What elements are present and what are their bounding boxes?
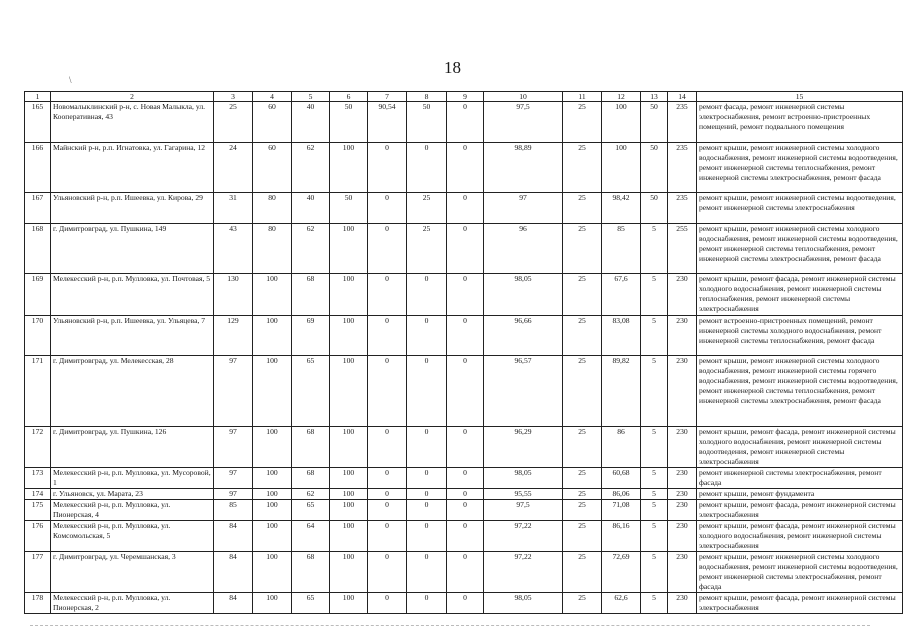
value-cell-5: 65 xyxy=(292,356,330,427)
value-cell-8: 0 xyxy=(407,356,447,427)
value-cell-6: 100 xyxy=(330,552,368,593)
value-cell-7: 0 xyxy=(368,143,407,193)
value-cell-7: 0 xyxy=(368,552,407,593)
value-cell-4: 100 xyxy=(253,356,292,427)
value-cell-3: 97 xyxy=(214,489,253,500)
value-cell-12: 72,69 xyxy=(602,552,641,593)
value-cell-8: 0 xyxy=(407,521,447,552)
row-number-cell: 170 xyxy=(25,316,51,356)
page-number: 18 xyxy=(444,58,461,77)
value-cell-6: 50 xyxy=(330,193,368,224)
value-cell-13: 50 xyxy=(641,143,668,193)
value-cell-10: 98,05 xyxy=(484,274,563,316)
value-cell-3: 25 xyxy=(214,102,253,143)
work-types-cell: ремонт крыши, ремонт инженерной системы холодного водоснабжения, ремонт инженерной системы водоотведения, ремонт инженерной системы теплоснабжения, ремонт инженерной системы электроснабжения, ремонт фасада xyxy=(697,224,903,274)
value-cell-12: 86 xyxy=(602,427,641,468)
value-cell-7: 0 xyxy=(368,468,407,489)
work-types-cell: ремонт фасада, ремонт инженерной системы электроснабжения, ремонт встроенно-пристроенных помещений, ремонт подвального помещения xyxy=(697,102,903,143)
value-cell-10: 96,29 xyxy=(484,427,563,468)
work-types-cell: ремонт крыши, ремонт инженерной системы холодного водоснабжения, ремонт инженерной системы горячего водоснабжения, ремонт инженерной системы водоотведения, ремонт инженерной системы теплоснабжения, ремонт инженерной системы электроснабжения, ремонт фасада xyxy=(697,356,903,427)
value-cell-11: 25 xyxy=(563,552,602,593)
column-header-2: 2 xyxy=(51,92,214,102)
value-cell-11: 25 xyxy=(563,500,602,521)
value-cell-6: 100 xyxy=(330,427,368,468)
value-cell-5: 65 xyxy=(292,593,330,614)
value-cell-9: 0 xyxy=(447,489,484,500)
value-cell-10: 96 xyxy=(484,224,563,274)
value-cell-14: 230 xyxy=(668,500,697,521)
value-cell-5: 69 xyxy=(292,316,330,356)
work-types-cell: ремонт встроенно-пристроенных помещений, ремонт инженерной системы холодного водоснабжения, ремонт инженерной системы теплоснабжения, ремонт фасада xyxy=(697,316,903,356)
value-cell-6: 100 xyxy=(330,356,368,427)
column-header-5: 5 xyxy=(292,92,330,102)
value-cell-14: 255 xyxy=(668,224,697,274)
row-number-cell: 165 xyxy=(25,102,51,143)
column-header-6: 6 xyxy=(330,92,368,102)
column-header-13: 13 xyxy=(641,92,668,102)
value-cell-14: 230 xyxy=(668,274,697,316)
value-cell-4: 100 xyxy=(253,500,292,521)
value-cell-6: 100 xyxy=(330,274,368,316)
column-header-11: 11 xyxy=(563,92,602,102)
value-cell-13: 50 xyxy=(641,102,668,143)
value-cell-7: 0 xyxy=(368,193,407,224)
value-cell-5: 64 xyxy=(292,521,330,552)
value-cell-4: 100 xyxy=(253,521,292,552)
value-cell-7: 90,54 xyxy=(368,102,407,143)
value-cell-4: 80 xyxy=(253,193,292,224)
row-number-cell: 174 xyxy=(25,489,51,500)
header-row xyxy=(25,92,903,102)
table-row xyxy=(25,552,903,593)
value-cell-13: 50 xyxy=(641,193,668,224)
value-cell-4: 100 xyxy=(253,489,292,500)
row-number-cell: 169 xyxy=(25,274,51,316)
table-row xyxy=(25,500,903,521)
value-cell-11: 25 xyxy=(563,356,602,427)
table-row xyxy=(25,102,903,143)
scan-mark: \ xyxy=(69,75,72,85)
value-cell-11: 25 xyxy=(563,593,602,614)
table-row xyxy=(25,489,903,500)
scan-edge-line xyxy=(30,625,870,626)
value-cell-9: 0 xyxy=(447,102,484,143)
value-cell-11: 25 xyxy=(563,224,602,274)
value-cell-6: 100 xyxy=(330,500,368,521)
value-cell-8: 0 xyxy=(407,316,447,356)
value-cell-10: 97,5 xyxy=(484,500,563,521)
value-cell-9: 0 xyxy=(447,316,484,356)
value-cell-13: 5 xyxy=(641,468,668,489)
value-cell-5: 68 xyxy=(292,468,330,489)
value-cell-7: 0 xyxy=(368,427,407,468)
table-body xyxy=(25,102,903,614)
column-header-3: 3 xyxy=(214,92,253,102)
value-cell-9: 0 xyxy=(447,224,484,274)
address-cell: Ульяновский р-н, р.п. Ишеевка, ул. Кирова, 29 xyxy=(51,193,214,224)
value-cell-11: 25 xyxy=(563,274,602,316)
value-cell-3: 130 xyxy=(214,274,253,316)
column-header-12: 12 xyxy=(602,92,641,102)
value-cell-10: 96,57 xyxy=(484,356,563,427)
row-number-cell: 178 xyxy=(25,593,51,614)
value-cell-3: 24 xyxy=(214,143,253,193)
value-cell-5: 65 xyxy=(292,500,330,521)
value-cell-7: 0 xyxy=(368,316,407,356)
value-cell-12: 67,6 xyxy=(602,274,641,316)
value-cell-7: 0 xyxy=(368,224,407,274)
value-cell-9: 0 xyxy=(447,356,484,427)
value-cell-12: 85 xyxy=(602,224,641,274)
value-cell-4: 100 xyxy=(253,552,292,593)
value-cell-6: 100 xyxy=(330,468,368,489)
table-row xyxy=(25,274,903,316)
value-cell-10: 97,5 xyxy=(484,102,563,143)
value-cell-8: 0 xyxy=(407,143,447,193)
value-cell-13: 5 xyxy=(641,552,668,593)
value-cell-3: 85 xyxy=(214,500,253,521)
value-cell-5: 68 xyxy=(292,274,330,316)
value-cell-5: 68 xyxy=(292,427,330,468)
column-header-14: 14 xyxy=(668,92,697,102)
value-cell-7: 0 xyxy=(368,356,407,427)
value-cell-10: 97,22 xyxy=(484,521,563,552)
value-cell-8: 0 xyxy=(407,274,447,316)
value-cell-3: 97 xyxy=(214,356,253,427)
value-cell-14: 235 xyxy=(668,143,697,193)
address-cell: Ульяновский р-н, р.п. Ишеевка, ул. Ульяцева, 7 xyxy=(51,316,214,356)
value-cell-12: 100 xyxy=(602,102,641,143)
table-row xyxy=(25,316,903,356)
value-cell-14: 235 xyxy=(668,102,697,143)
column-header-10: 10 xyxy=(484,92,563,102)
value-cell-8: 25 xyxy=(407,193,447,224)
value-cell-10: 98,05 xyxy=(484,468,563,489)
row-number-cell: 171 xyxy=(25,356,51,427)
value-cell-8: 0 xyxy=(407,468,447,489)
value-cell-9: 0 xyxy=(447,468,484,489)
value-cell-12: 62,6 xyxy=(602,593,641,614)
value-cell-3: 97 xyxy=(214,468,253,489)
value-cell-12: 60,68 xyxy=(602,468,641,489)
value-cell-12: 86,06 xyxy=(602,489,641,500)
value-cell-14: 230 xyxy=(668,489,697,500)
address-cell: Мелекесский р-н, р.п. Мулловка, ул. Мусоровой, 1 xyxy=(51,468,214,489)
row-number-cell: 173 xyxy=(25,468,51,489)
value-cell-13: 5 xyxy=(641,316,668,356)
value-cell-11: 25 xyxy=(563,468,602,489)
value-cell-4: 100 xyxy=(253,427,292,468)
row-number-cell: 168 xyxy=(25,224,51,274)
value-cell-3: 84 xyxy=(214,593,253,614)
value-cell-6: 100 xyxy=(330,143,368,193)
value-cell-11: 25 xyxy=(563,316,602,356)
column-header-4: 4 xyxy=(253,92,292,102)
value-cell-11: 25 xyxy=(563,489,602,500)
value-cell-13: 5 xyxy=(641,489,668,500)
work-types-cell: ремонт крыши, ремонт инженерной системы водоотведения, ремонт инженерной системы электроснабжения xyxy=(697,193,903,224)
value-cell-9: 0 xyxy=(447,143,484,193)
value-cell-10: 98,89 xyxy=(484,143,563,193)
value-cell-4: 100 xyxy=(253,274,292,316)
value-cell-3: 31 xyxy=(214,193,253,224)
value-cell-6: 100 xyxy=(330,521,368,552)
value-cell-3: 129 xyxy=(214,316,253,356)
value-cell-13: 5 xyxy=(641,356,668,427)
value-cell-8: 0 xyxy=(407,427,447,468)
value-cell-3: 43 xyxy=(214,224,253,274)
column-header-1: 1 xyxy=(25,92,51,102)
table-row xyxy=(25,468,903,489)
address-cell: г. Димитровград, ул. Пушкина, 126 xyxy=(51,427,214,468)
value-cell-13: 5 xyxy=(641,274,668,316)
value-cell-4: 60 xyxy=(253,102,292,143)
value-cell-7: 0 xyxy=(368,489,407,500)
address-cell: Мелекесский р-н, р.п. Мулловка, ул. Пионерская, 2 xyxy=(51,593,214,614)
value-cell-9: 0 xyxy=(447,193,484,224)
address-cell: г. Димитровград, ул. Пушкина, 149 xyxy=(51,224,214,274)
value-cell-14: 235 xyxy=(668,193,697,224)
value-cell-5: 40 xyxy=(292,102,330,143)
value-cell-13: 5 xyxy=(641,427,668,468)
table-row xyxy=(25,224,903,274)
value-cell-14: 230 xyxy=(668,521,697,552)
table-row xyxy=(25,193,903,224)
value-cell-10: 97,22 xyxy=(484,552,563,593)
work-types-cell: ремонт крыши, ремонт фасада, ремонт инженерной системы холодного водоснабжения, ремонт инженерной системы электроснабжения xyxy=(697,521,903,552)
work-types-cell: ремонт крыши, ремонт фасада, ремонт инженерной системы электроснабжения xyxy=(697,500,903,521)
work-types-cell: ремонт крыши, ремонт фундамента xyxy=(697,489,903,500)
work-types-cell: ремонт крыши, ремонт фасада, ремонт инженерной системы холодного водоснабжения, ремонт инженерной системы водоотведения, ремонт инженерной системы электроснабжения xyxy=(697,427,903,468)
value-cell-13: 5 xyxy=(641,593,668,614)
value-cell-7: 0 xyxy=(368,593,407,614)
value-cell-8: 0 xyxy=(407,552,447,593)
column-header-9: 9 xyxy=(447,92,484,102)
address-cell: г. Димитровград, ул. Черемшанская, 3 xyxy=(51,552,214,593)
work-types-cell: ремонт крыши, ремонт инженерной системы холодного водоснабжения, ремонт инженерной системы водоотведения, ремонт инженерной системы электроснабжения, ремонт фасада xyxy=(697,552,903,593)
value-cell-6: 100 xyxy=(330,224,368,274)
address-cell: Мелекесский р-н, р.п. Мулловка, ул. Почтовая, 5 xyxy=(51,274,214,316)
row-number-cell: 172 xyxy=(25,427,51,468)
value-cell-14: 230 xyxy=(668,593,697,614)
value-cell-9: 0 xyxy=(447,274,484,316)
value-cell-6: 100 xyxy=(330,316,368,356)
value-cell-11: 25 xyxy=(563,521,602,552)
value-cell-6: 100 xyxy=(330,593,368,614)
table-row xyxy=(25,521,903,552)
value-cell-11: 25 xyxy=(563,193,602,224)
value-cell-9: 0 xyxy=(447,593,484,614)
value-cell-11: 25 xyxy=(563,427,602,468)
work-types-cell: ремонт крыши, ремонт фасада, ремонт инженерной системы холодного водоснабжения, ремонт инженерной системы теплоснабжения, ремонт инженерной системы электроснабжения xyxy=(697,274,903,316)
address-cell: Мелекесский р-н, р.п. Мулловка, ул. Пионерская, 4 xyxy=(51,500,214,521)
value-cell-4: 60 xyxy=(253,143,292,193)
value-cell-12: 71,08 xyxy=(602,500,641,521)
row-number-cell: 177 xyxy=(25,552,51,593)
value-cell-3: 84 xyxy=(214,552,253,593)
value-cell-7: 0 xyxy=(368,521,407,552)
value-cell-12: 98,42 xyxy=(602,193,641,224)
value-cell-10: 95,55 xyxy=(484,489,563,500)
value-cell-3: 97 xyxy=(214,427,253,468)
table-row xyxy=(25,593,903,614)
address-cell: г. Ульяновск, ул. Марата, 23 xyxy=(51,489,214,500)
value-cell-12: 86,16 xyxy=(602,521,641,552)
value-cell-8: 0 xyxy=(407,489,447,500)
value-cell-6: 50 xyxy=(330,102,368,143)
value-cell-10: 97 xyxy=(484,193,563,224)
value-cell-11: 25 xyxy=(563,102,602,143)
value-cell-12: 100 xyxy=(602,143,641,193)
value-cell-4: 100 xyxy=(253,316,292,356)
address-cell: Майнский р-н, р.п. Игнатовка, ул. Гагарина, 12 xyxy=(51,143,214,193)
value-cell-14: 230 xyxy=(668,468,697,489)
value-cell-7: 0 xyxy=(368,500,407,521)
column-header-8: 8 xyxy=(407,92,447,102)
value-cell-10: 98,05 xyxy=(484,593,563,614)
value-cell-9: 0 xyxy=(447,427,484,468)
table-row xyxy=(25,143,903,193)
value-cell-3: 84 xyxy=(214,521,253,552)
row-number-cell: 176 xyxy=(25,521,51,552)
value-cell-14: 230 xyxy=(668,316,697,356)
value-cell-8: 0 xyxy=(407,500,447,521)
work-types-cell: ремонт крыши, ремонт инженерной системы холодного водоснабжения, ремонт инженерной системы водоотведения, ремонт инженерной системы теплоснабжения, ремонт инженерной системы электроснабжения, ремонт фасада xyxy=(697,143,903,193)
column-header-15: 15 xyxy=(697,92,903,102)
value-cell-5: 62 xyxy=(292,143,330,193)
table-row xyxy=(25,356,903,427)
data-table xyxy=(24,91,903,614)
table-row xyxy=(25,427,903,468)
value-cell-12: 83,08 xyxy=(602,316,641,356)
value-cell-13: 5 xyxy=(641,224,668,274)
value-cell-11: 25 xyxy=(563,143,602,193)
value-cell-4: 100 xyxy=(253,593,292,614)
column-header-7: 7 xyxy=(368,92,407,102)
value-cell-4: 100 xyxy=(253,468,292,489)
value-cell-8: 50 xyxy=(407,102,447,143)
value-cell-13: 5 xyxy=(641,521,668,552)
value-cell-6: 100 xyxy=(330,489,368,500)
value-cell-5: 68 xyxy=(292,552,330,593)
value-cell-14: 230 xyxy=(668,427,697,468)
row-number-cell: 166 xyxy=(25,143,51,193)
address-cell: Новомалыклинский р-н, с. Новая Малыкла, ул. Кооперативная, 43 xyxy=(51,102,214,143)
value-cell-9: 0 xyxy=(447,521,484,552)
value-cell-9: 0 xyxy=(447,552,484,593)
address-cell: Мелекесский р-н, р.п. Мулловка, ул. Комсомольская, 5 xyxy=(51,521,214,552)
value-cell-13: 5 xyxy=(641,500,668,521)
value-cell-8: 25 xyxy=(407,224,447,274)
value-cell-10: 96,66 xyxy=(484,316,563,356)
row-number-cell: 167 xyxy=(25,193,51,224)
value-cell-7: 0 xyxy=(368,274,407,316)
value-cell-5: 62 xyxy=(292,224,330,274)
row-number-cell: 175 xyxy=(25,500,51,521)
value-cell-12: 89,82 xyxy=(602,356,641,427)
value-cell-4: 80 xyxy=(253,224,292,274)
value-cell-8: 0 xyxy=(407,593,447,614)
address-cell: г. Димитровград, ул. Мелекесская, 28 xyxy=(51,356,214,427)
work-types-cell: ремонт крыши, ремонт фасада, ремонт инженерной системы электроснабжения xyxy=(697,593,903,614)
value-cell-5: 40 xyxy=(292,193,330,224)
value-cell-9: 0 xyxy=(447,500,484,521)
value-cell-5: 62 xyxy=(292,489,330,500)
value-cell-14: 230 xyxy=(668,552,697,593)
value-cell-14: 230 xyxy=(668,356,697,427)
work-types-cell: ремонт инженерной системы электроснабжения, ремонт фасада xyxy=(697,468,903,489)
